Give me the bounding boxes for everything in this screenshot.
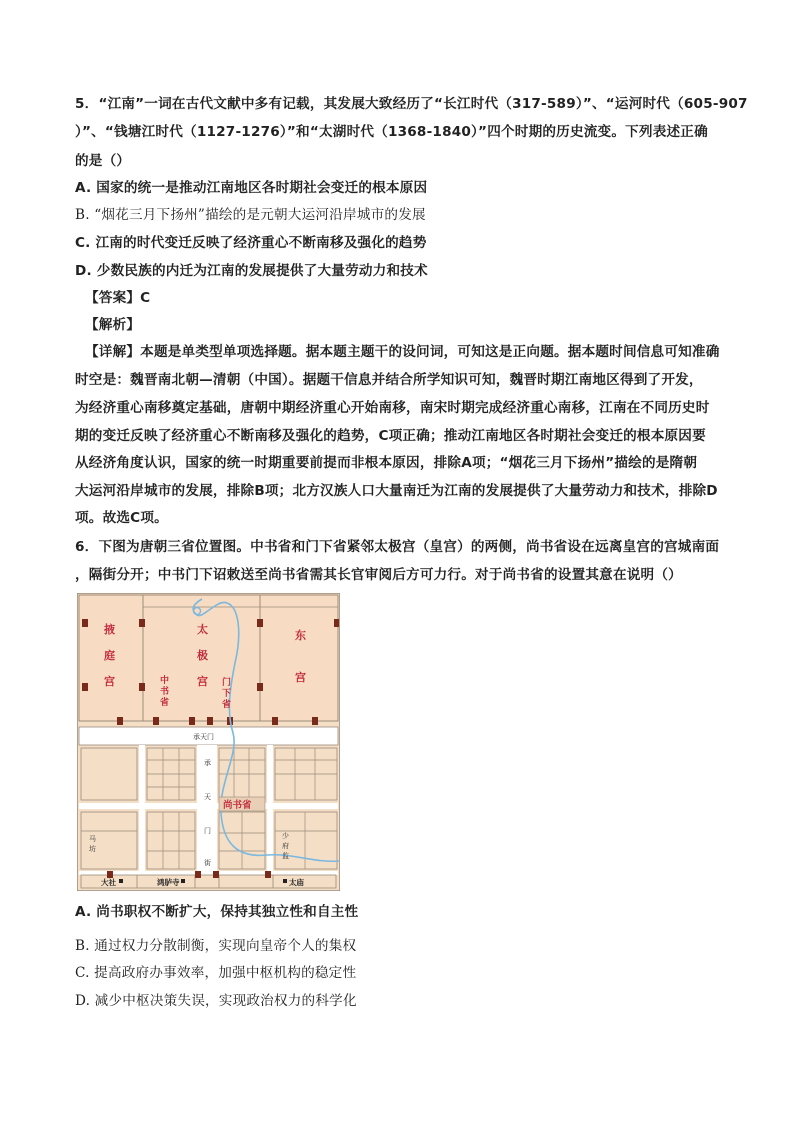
q5-answer: 【答案】C — [85, 290, 151, 306]
q5-detail-line: 期的变迁反映了经济重心不断南移及强化的趋势，C项正确；推动江南地区各时期社会变迁的根本原因要 — [75, 428, 706, 444]
q5-option-c: C. 江南的时代变迁反映了经济重心不断南移及强化的趋势 — [75, 235, 427, 251]
q6-option-d: D. 减少中枢决策失误，实现政治权力的科学化 — [75, 993, 357, 1009]
label-donggong-2: 宫 — [295, 671, 306, 684]
label-taishe: 大社 — [101, 878, 116, 887]
label-taiji-1: 太 — [197, 623, 208, 636]
q5-detail-line: 【详解】本题是单类型单项选择题。据本题主题干的设问词，可知这是正向题。据本题时间信息可知准确 — [85, 344, 720, 360]
q5-detail-line: 为经济重心南移奠定基础，唐朝中期经济重心开始南移，南宋时期完成经济重心南移，江南在不同历史时 — [75, 400, 710, 416]
q6-option-b: B. 通过权力分散制衡，实现向皇帝个人的集权 — [75, 938, 357, 954]
label-yeting-3: 宫 — [104, 675, 115, 688]
q5-analysis-title: 【解析】 — [85, 317, 141, 333]
q5-detail-line: 项。故选C项。 — [75, 510, 168, 526]
q5-detail-line: 从经济角度认识，国家的统一时期重要前提而非根本原因，排除A项；“烟花三月下扬州”描绘的是隋朝 — [75, 455, 698, 471]
q5-detail-line: 大运河沿岸城市的发展，排除B项；北方汉族人口大量南迁为江南的发展提供了大量劳动力和技术，排除D — [75, 483, 718, 499]
label-street-2: 天 — [204, 793, 211, 801]
label-shaofu-1: 少 — [282, 832, 289, 840]
label-yeting-1: 掖 — [104, 623, 115, 636]
label-taiji-3: 宫 — [197, 675, 208, 688]
label-shaofu-3: 监 — [282, 852, 289, 860]
q6-option-c: C. 提高政府办事效率，加强中枢机构的稳定性 — [75, 965, 357, 981]
label-menxia-1: 门 — [222, 678, 232, 688]
label-menxia-3: 省 — [222, 700, 232, 710]
label-donggong-1: 东 — [295, 629, 306, 642]
label-shaofu-2: 府 — [282, 842, 289, 850]
label-taimiao: 太庙 — [289, 878, 304, 887]
q5-option-d: D. 少数民族的内迁为江南的发展提供了大量劳动力和技术 — [75, 263, 428, 279]
label-chengtianmen: 承天门 — [193, 733, 214, 741]
q6-option-a: A. 尚书职权不断扩大，保持其独立性和自主性 — [75, 904, 359, 920]
tang-three-departments-map — [77, 593, 340, 891]
q6-stem-line2: ，隔街分开；中书门下诏敕送至尚书省需其长官审阅后方可力行。对于尚书省的设置其意在说明（） — [75, 567, 682, 583]
label-street-3: 门 — [204, 827, 211, 835]
label-street-4: 街 — [204, 859, 211, 867]
label-taiji-2: 极 — [197, 649, 208, 662]
q5-stem-line3: 的是（） — [75, 153, 131, 169]
label-yeting-2: 庭 — [104, 649, 115, 662]
q5-option-a: A. 国家的统一是推动江南地区各时期社会变迁的根本原因 — [75, 180, 428, 196]
label-zhongshu-2: 书 — [160, 687, 170, 697]
q5-detail-line: 时空是：魏晋南北朝—清朝（中国）。据题干信息并结合所学知识可知，魏晋时期江南地区得到了开发， — [75, 372, 703, 388]
q5-stem-line1: 5．“江南”一词在古代文献中多有记载，其发展大致经历了“长江时代（317-589）”、“运河时代（605-907 — [75, 96, 748, 112]
label-machang-1: 马 — [89, 835, 96, 843]
q5-stem-line2: ）”、“钱塘江时代（1127-1276）”和“太湖时代（1368-1840）”四个时期的历史流变。下列表述正确 — [75, 124, 708, 140]
label-machang-2: 坊 — [89, 845, 96, 853]
label-street-1: 承 — [204, 759, 211, 767]
label-zhongshu-3: 省 — [160, 698, 170, 708]
q6-stem-line1: 6．下图为唐朝三省位置图。中书省和门下省紧邻太极宫（皇宫）的两侧，尚书省设在远离皇宫的宫城南面 — [75, 539, 720, 555]
label-zhongshu-1: 中 — [160, 676, 170, 686]
label-menxia-2: 下 — [222, 689, 232, 699]
east-palace-area — [260, 595, 338, 721]
label-shangshu: 尚书省 — [223, 800, 252, 811]
label-honglu: 鸿胪寺 — [157, 878, 180, 887]
q5-option-b: B. “烟花三月下扬州”描绘的是元朝大运河沿岸城市的发展 — [75, 207, 426, 223]
